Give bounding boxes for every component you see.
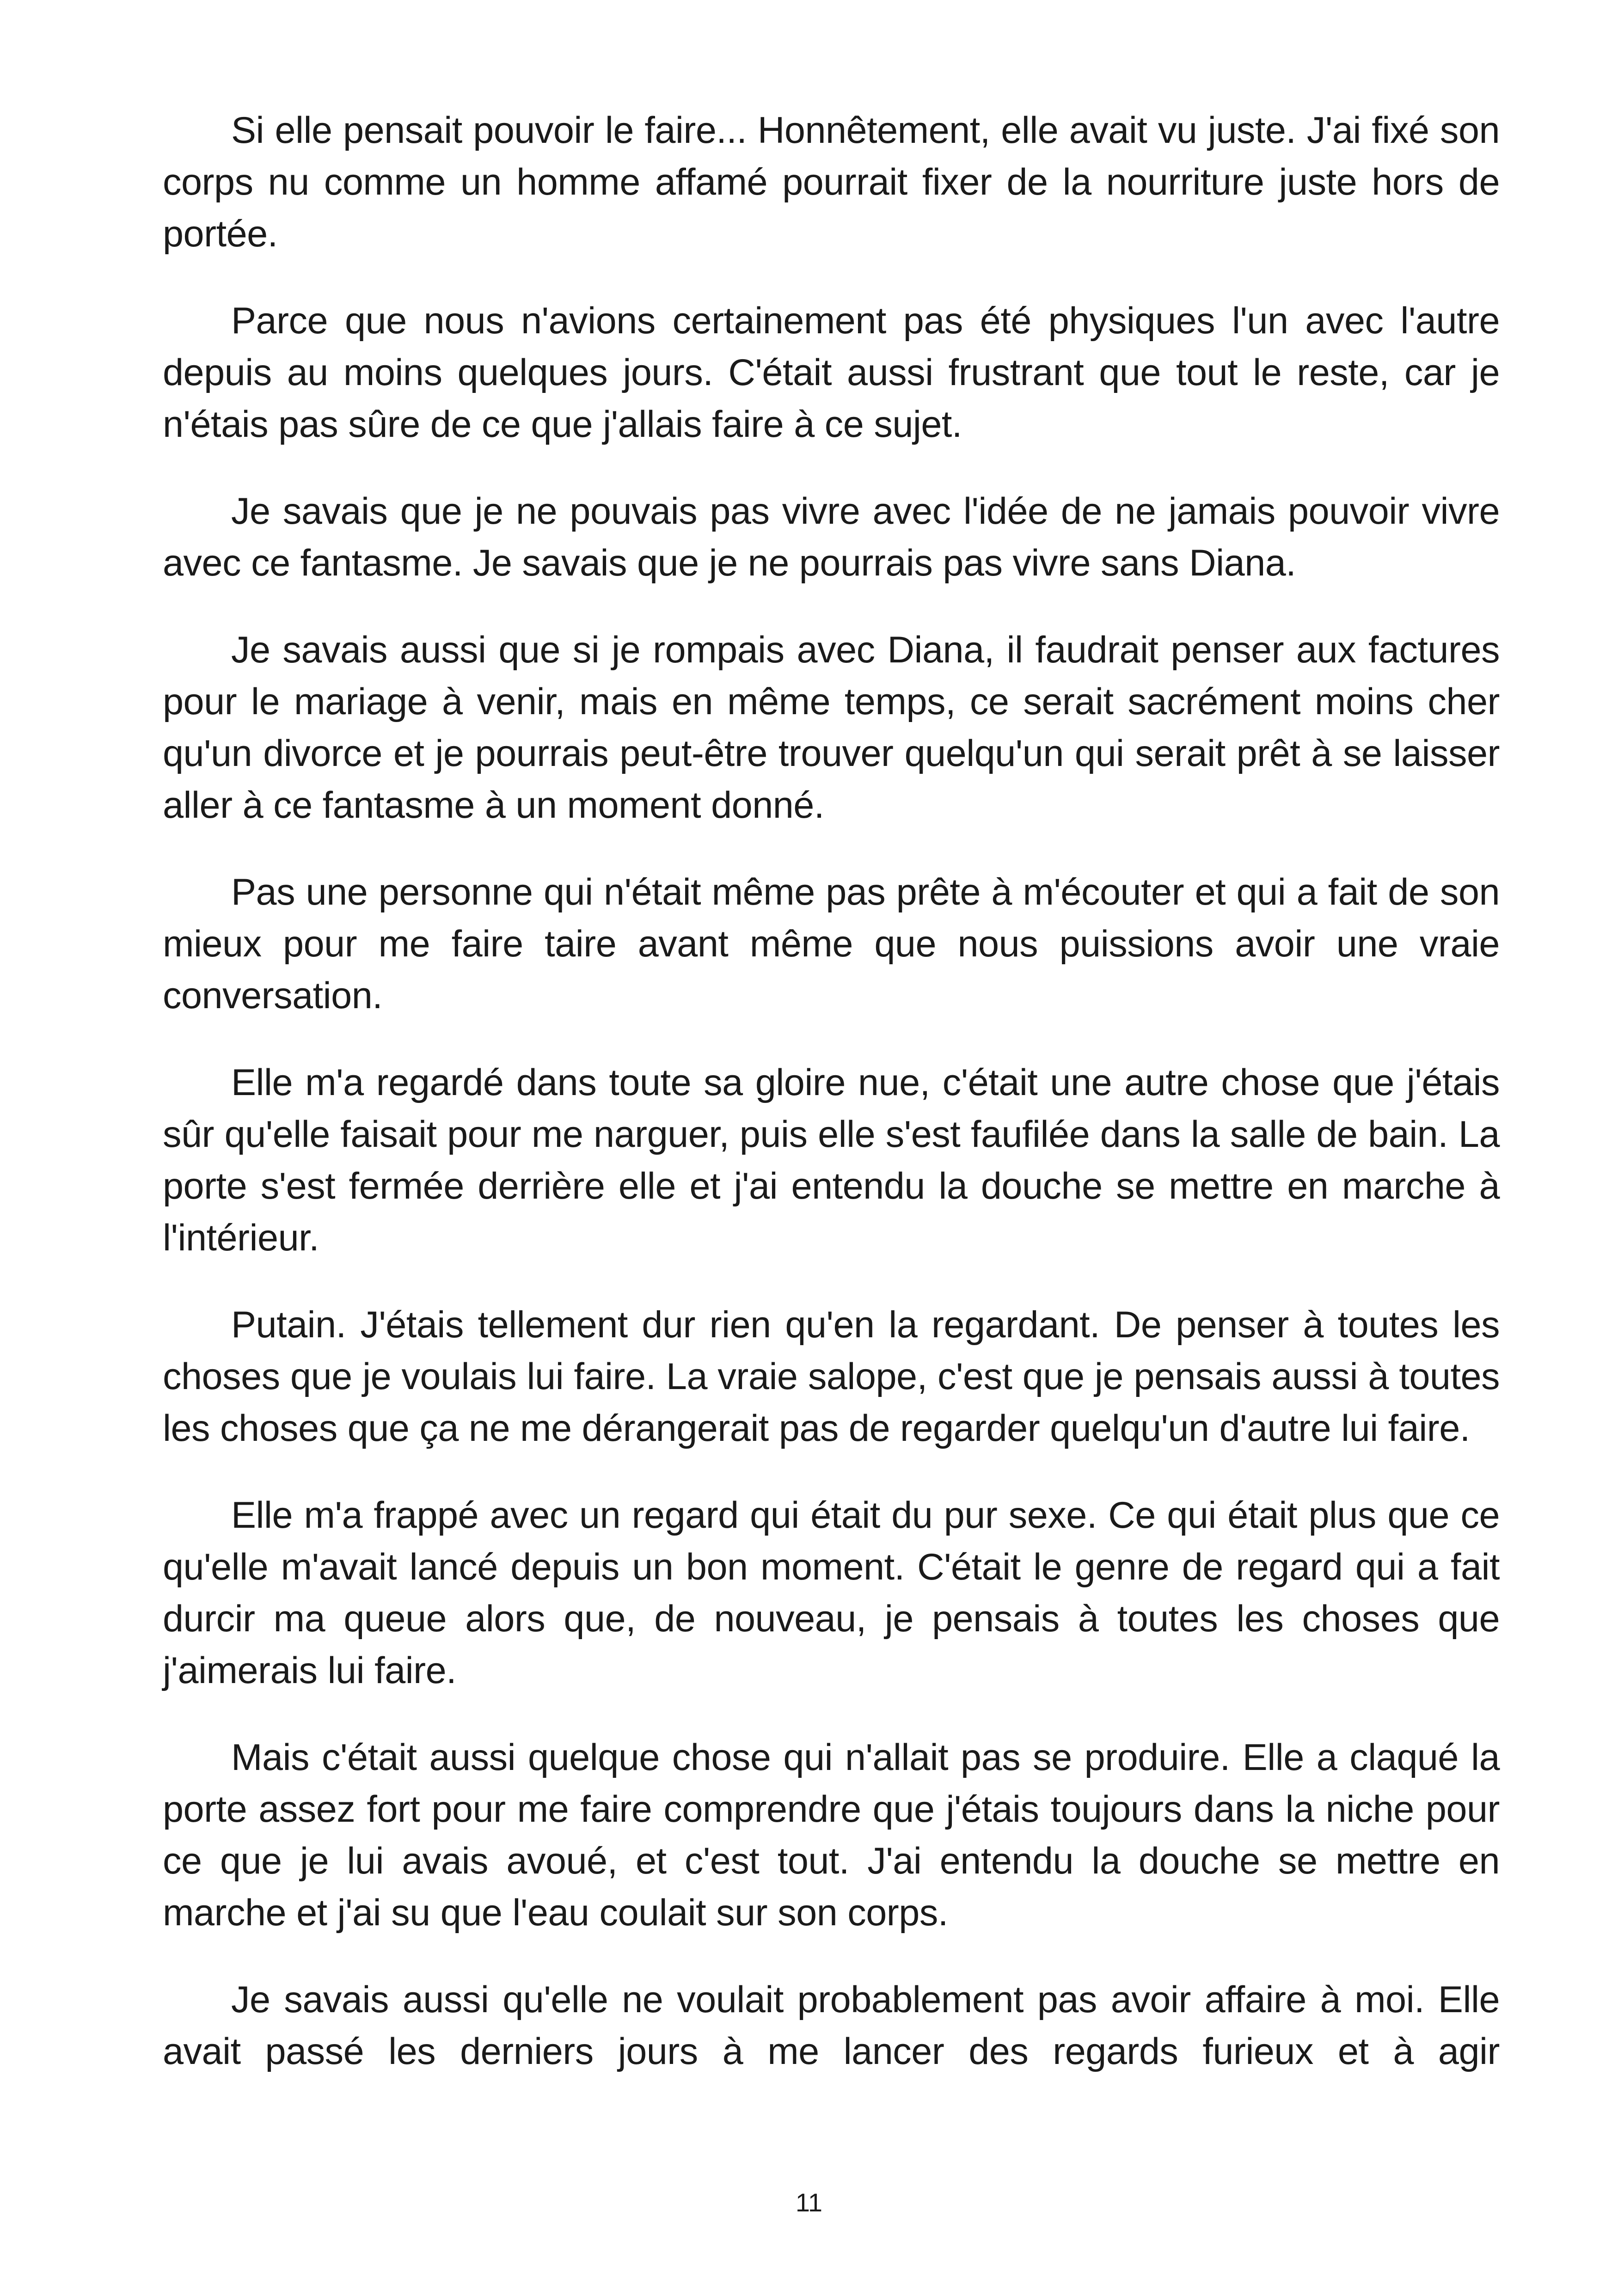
paragraph: Elle m'a frappé avec un regard qui était du pur sexe. Ce qui était plus que ce qu'elle m'avait lancé depuis un bon moment. C'était le genre de regard qui a fait durcir ma queue alors que, de nouveau, je pensais à toutes les choses que j'aimerais lui faire. xyxy=(163,1494,1500,1691)
paragraph: Pas une personne qui n'était même pas prête à m'écouter et qui a fait de son mieux pour me faire taire avant même que nous puissions avoir une vraie conversation. xyxy=(163,871,1500,1016)
paragraph: Elle m'a regardé dans toute sa gloire nue, c'était une autre chose que j'étais sûr qu'elle faisait pour me narguer, puis elle s'est faufilée dans la salle de bain. La porte s'est fermée derrière elle et j'ai entendu la douche se mettre en marche à l'intérieur. xyxy=(163,1062,1500,1259)
paragraph: Parce que nous n'avions certainement pas été physiques l'un avec l'autre depuis au moins quelques jours. C'était aussi frustrant que tout le reste, car je n'étais pas sûre de ce que j'allais faire à ce sujet. xyxy=(163,300,1500,445)
paragraph-continued: Je savais aussi qu'elle ne voulait probablement pas avoir affaire à moi. Elle avait passé les derniers jours à me lancer des regards furieux et à agir xyxy=(163,1979,1500,2072)
body-text xyxy=(163,104,1500,2077)
paragraph: Si elle pensait pouvoir le faire... Honnêtement, elle avait vu juste. J'ai fixé son corps nu comme un homme affamé pourrait fixer de la nourriture juste hors de portée. xyxy=(163,110,1500,255)
paragraph: Mais c'était aussi quelque chose qui n'allait pas se produire. Elle a claqué la porte assez fort pour me faire comprendre que j'étais toujours dans la niche pour ce que je lui avais avoué, et c'est tout. J'ai entendu la douche se mettre en marche et j'ai su que l'eau coulait sur son corps. xyxy=(163,1737,1500,1934)
paragraph: Putain. J'étais tellement dur rien qu'en la regardant. De penser à toutes les choses que je voulais lui faire. La vraie salope, c'est que je pensais aussi à toutes les choses que ça ne me dérangerait pas de regarder quelqu'un d'autre lui faire. xyxy=(163,1304,1500,1449)
page-number: 11 xyxy=(795,2188,823,2217)
paragraph: Je savais que je ne pouvais pas vivre avec l'idée de ne jamais pouvoir vivre avec ce fantasme. Je savais que je ne pourrais pas vivre sans Diana. xyxy=(163,490,1500,584)
paragraph: Je savais aussi que si je rompais avec Diana, il faudrait penser aux factures pour le mariage à venir, mais en même temps, ce serait sacrément moins cher qu'un divorce et je pourrais peut-être trouver quelqu'un qui serait prêt à se laisser aller à ce fantasme à un moment donné. xyxy=(163,629,1500,826)
